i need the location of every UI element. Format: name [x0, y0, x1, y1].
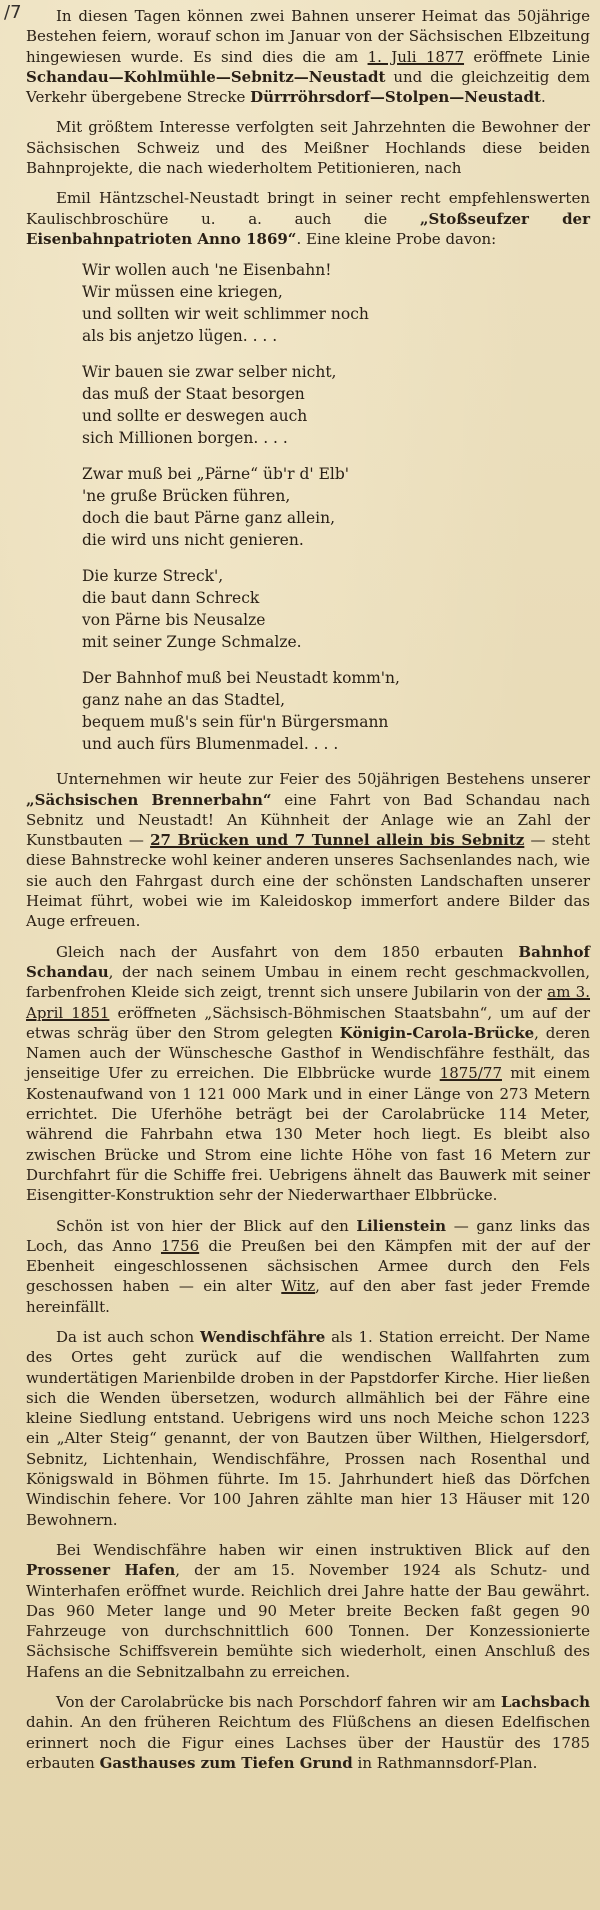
inn-name: Gasthauses zum Tiefen Grund	[99, 1753, 353, 1772]
poem-line: mit seiner Zunge Schmalze.	[82, 633, 302, 652]
poem-line: die baut dann Schreck	[82, 589, 260, 608]
underlined-date: 1. Juli 1877	[367, 47, 465, 66]
paragraph-lilienstein: Schön ist von hier der Blick auf den Lilienstein — ganz links das Loch, das Anno 1756 die Preußen bei den Kämpfen mit der auf der Ebenheit eingeschlossenen sächsischen Armee durch den Fels geschossen haben — ein alter Witz, auf den aber fast jeder Fremde hereinfällt.	[26, 1216, 591, 1316]
poem-line: die wird uns nicht genieren.	[82, 531, 304, 550]
underlined-year: 1756	[160, 1236, 200, 1255]
bridge-name: Königin-Carola-Brücke	[339, 1023, 535, 1042]
poem-line: das muß der Staat besorgen	[82, 385, 305, 404]
poem-line: Wir wollen auch 'ne Eisenbahn!	[82, 261, 332, 280]
poem-stanza	[82, 463, 590, 551]
railway-line-schandau-neustadt: Schandau—Kohlmühle—Sebnitz—Neustadt	[26, 67, 386, 86]
paragraph-harbor: Bei Wendischfähre haben wir einen instruktiven Blick auf den Prossener Hafen, der am 15. November 1924 als Schutz- und Winterhafen eröffnet wurde. Reichlich drei Jahre hatte der Bau gewährt. Das 960 Meter lange und 90 Meter breite Becken faßt gegen 90 Fahrzeuge von durchschnittlich 600 Tonnen. Der Konzessionierte Sächsische Schiffsverein bemühte sich wiederholt, einen Anschluß des Hafens an die Sebnitzalbahn zu erreichen.	[26, 1540, 590, 1681]
poem-line: Der Bahnhof muß bei Neustadt komm'n,	[82, 669, 400, 688]
poem-line: Wir bauen sie zwar selber nicht,	[82, 363, 337, 382]
poem-stanza	[82, 667, 590, 755]
underlined-years: 1875/77	[439, 1064, 502, 1083]
railway-line-duerrroehrsdorf-neustadt: Dürrröhrsdorf—Stolpen—Neustadt	[250, 88, 541, 107]
underlined-date: am 3. April 1851	[26, 983, 590, 1022]
poem-stanza	[82, 565, 590, 653]
paragraph-schandau: Gleich nach der Ausfahrt von dem 1850 erbauten Bahnhof Schandau, der nach seinem Umbau in einem recht geschmackvollen, farbenfrohen Kleide sich zeigt, trennt sich unsere Jubilarin von der am 3. April 1851 eröffneten „Sächsisch-Böhmischen Staatsbahn“, um auf der etwas schräg über den Strom gelegten Königin-Carola-Brücke, deren Namen auch der Wünschesche Gasthof in Wendischfähre festhält, das jenseitige Ufer zu erreichen. Die Elbbrücke wurde 1875/77 mit einem Kostenaufwand von 1 121 000 Mark und in einer Länge von 273 Metern errichtet. Die Uferhöhe beträgt bei der Carolabrücke 114 Meter, während die Fahrbahn etwa 130 Meter hoch liegt. Es bleibt also zwischen Brücke und Strom eine lichte Höhe von fast 16 Metern zur Durchfahrt für die Schiffe frei. Uebrigens ähnelt das Bauwerk mit seiner Eisengitter-Konstruktion sehr der Niederwarthaer Elbbrücke.	[26, 942, 590, 1205]
poem-line: bequem muß's sein für'n Bürgersmann	[82, 713, 389, 732]
poem-stanza	[82, 361, 590, 449]
place-name: Wendischfähre	[200, 1327, 326, 1346]
paragraph-intro: In diesen Tagen können zwei Bahnen unserer Heimat das 50jährige Bestehen feiern, worauf schon im Januar von der Sächsischen Elbzeitung hingewiesen wurde. Es sind dies die am 1. Juli 1877 eröffnete Linie Schandau—Kohlmühle—Sebnitz—Neustadt und die gleichzeitig dem Verkehr übergebene Strecke Dürrröhrsdorf—Stolpen—Neustadt.	[26, 7, 591, 107]
poem-title: „Stoßseufzer der Eisenbahnpatrioten Anno 1869“	[26, 209, 590, 248]
poem-line: Die kurze Streck',	[82, 567, 224, 586]
bridges-tunnels-highlight: 27 Brücken und 7 Tunnel allein bis Sebnitz	[150, 831, 525, 850]
poem-line: sich Millionen borgen. . . .	[82, 429, 288, 448]
harbor-name: Prossener Hafen	[26, 1561, 176, 1580]
underlined-word: Witz	[281, 1277, 316, 1296]
poem-line: ganz nahe an das Stadtel,	[82, 691, 286, 710]
poem-line: und auch fürs Blumenmadel. . . .	[82, 735, 339, 754]
paragraph-interest: Mit größtem Interesse verfolgten seit Jahrzehnten die Bewohner der Sächsischen Schweiz und des Meißner Hochlands diese beiden Bahnprojekte, die nach wiederholtem Petitionieren, nach	[26, 118, 590, 178]
station-name: Bahnhof Schandau	[26, 942, 590, 981]
river-name: Lachsbach	[501, 1693, 590, 1712]
poem-line: und sollten wir weit schlimmer noch	[82, 305, 369, 324]
poem-line: von Pärne bis Neusalze	[82, 611, 266, 630]
poem-line: Wir müssen eine kriegen,	[82, 283, 283, 302]
paragraph-lachsbach: Von der Carolabrücke bis nach Porschdorf fahren wir am Lachsbach dahin. An den früheren Reichtum des Flüßchens an diesen Edelfischen erinnert noch die Figur eines Lachses über der Haustür des 1785 erbauten Gasthauses zum Tiefen Grund in Rathmannsdorf-Plan.	[26, 1693, 590, 1772]
margin-mark: /7	[4, 2, 22, 23]
railway-nickname: „Sächsischen Brennerbahn“	[26, 790, 272, 809]
paragraph-wendischfaehre: Da ist auch schon Wendischfähre als 1. Station erreicht. Der Name des Ortes geht zurück auf die wendischen Wallfahrten zum wundertätigen Marienbilde droben in der Papstdorfer Kirche. Hier ließen sich die Wenden übersetzen, wodurch allmählich bei der Fähre eine kleine Siedlung entstand. Uebrigens wird uns noch Meiche schon 1223 ein „Alter Steig“ genannt, der von Bautzen über Wilthen, Hielgersdorf, Sebnitz, Lichtenhain, Wendischfähre, Prossen nach Rosenthal und Königswald in Böhmen führte. Im 15. Jahrhundert hieß das Dörfchen Windischin fehere. Vor 100 Jahren zählte man hier 13 Häuser mit 120 Bewohnern.	[26, 1327, 590, 1529]
poem-line: 'ne gruße Brücken führen,	[82, 487, 291, 506]
poem-stanza	[82, 259, 590, 347]
poem-line: als bis anjetzo lügen. . . .	[82, 327, 278, 346]
poem-line: Zwar muß bei „Pärne“ üb'r d' Elb'	[82, 465, 350, 484]
poem-line: und sollte er deswegen auch	[82, 407, 308, 426]
paragraph-journey: Unternehmen wir heute zur Feier des 50jährigen Bestehens unserer „Sächsischen Brennerbahn“ eine Fahrt von Bad Schandau nach Sebnitz und Neustadt! An Kühnheit der Anlage wie an Zahl der Kunstbauten — 27 Brücken und 7 Tunnel allein bis Sebnitz — steht diese Bahnstrecke wohl keiner anderen unseres Sachsenlandes nach, wie sie auch den Fahrgast durch eine der schönsten Landschaften unserer Heimat führt, wobei wie im Kaleidoskop immerfort andere Bilder das Auge erfreuen.	[26, 770, 591, 931]
poem	[82, 259, 590, 755]
paragraph-brochure: Emil Häntzschel-Neustadt bringt in seiner recht empfehlenswerten Kaulischbroschüre u. a. auch die „Stoßseufzer der Eisenbahnpatrioten Anno 1869“. Eine kleine Probe davon:	[26, 189, 590, 248]
poem-line: doch die baut Pärne ganz allein,	[82, 509, 336, 528]
landmark-name: Lilienstein	[356, 1216, 447, 1235]
